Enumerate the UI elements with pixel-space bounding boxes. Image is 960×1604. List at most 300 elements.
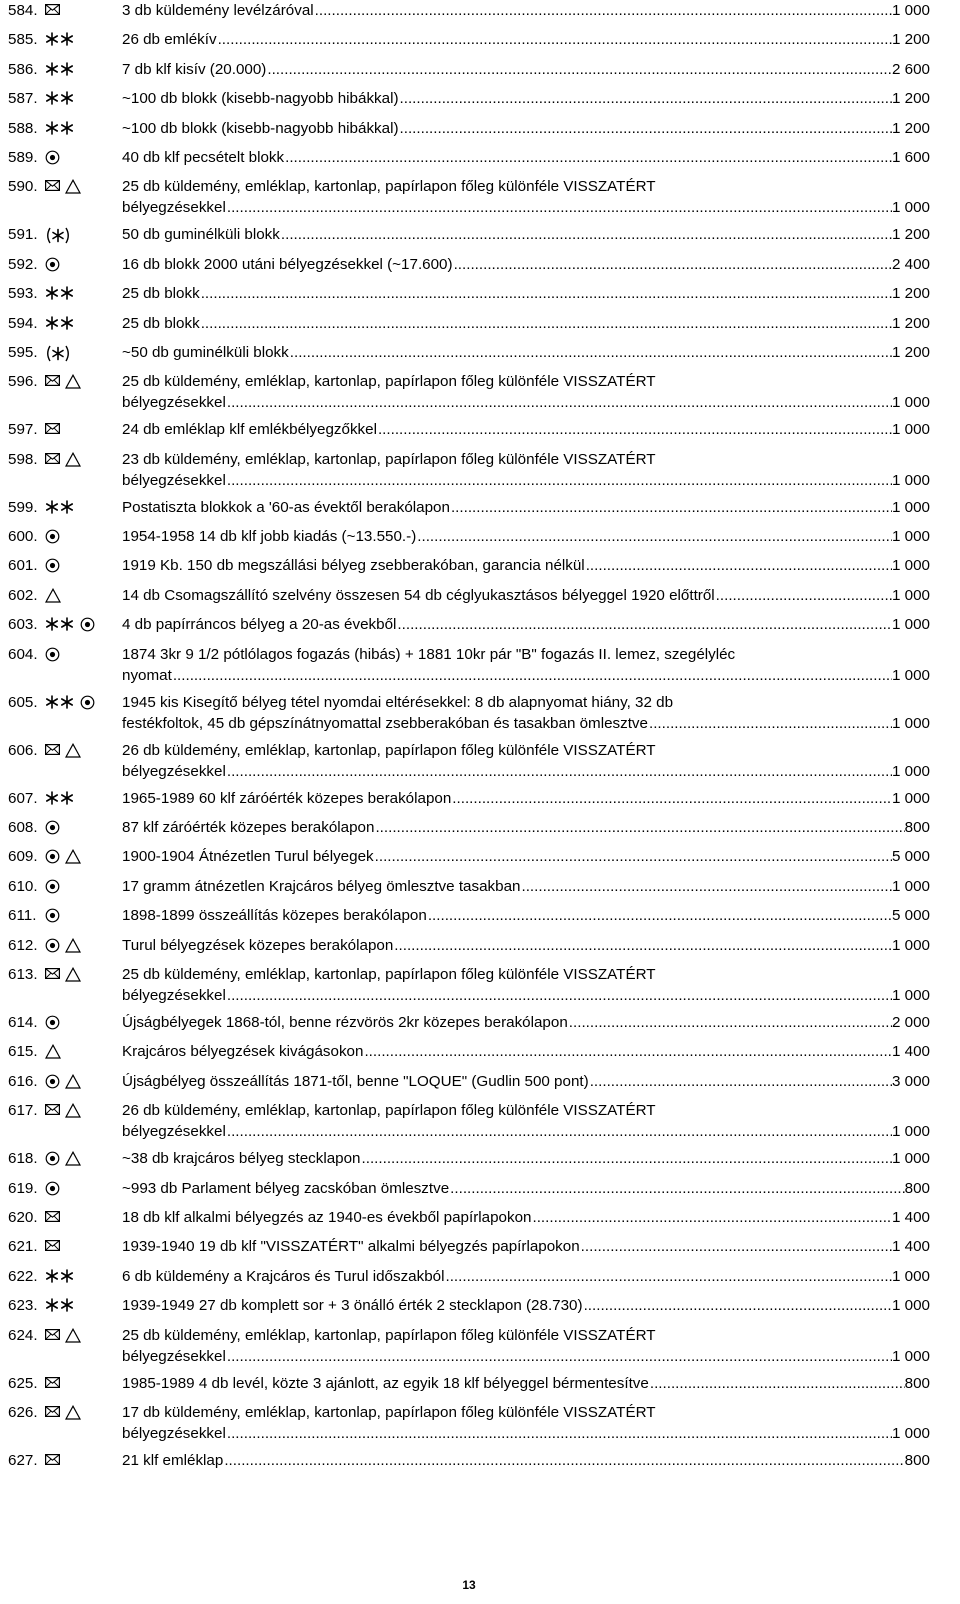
lot-row bbox=[8, 1071, 960, 1092]
dot-leader bbox=[227, 985, 892, 1006]
lot-number: 598. bbox=[8, 450, 38, 468]
lot-price: 1 000 bbox=[891, 1150, 930, 1168]
double-star-icon bbox=[45, 121, 75, 135]
lot-condition-icons bbox=[45, 846, 122, 867]
dot-leader bbox=[397, 614, 892, 635]
lot-condition-icons bbox=[45, 1295, 122, 1316]
lot-description bbox=[122, 1450, 930, 1471]
lot-description-line: Turul bélyegzések közepes berakólapon bbox=[122, 936, 394, 954]
triangle-icon bbox=[65, 179, 81, 194]
triangle-icon bbox=[65, 1405, 81, 1420]
lot-number: 608. bbox=[8, 819, 38, 837]
postmark-icon bbox=[45, 820, 60, 835]
lot-number: 625. bbox=[8, 1374, 38, 1392]
dot-leader bbox=[227, 1346, 892, 1367]
lot-row bbox=[8, 1178, 960, 1199]
lot-condition-icons bbox=[45, 59, 122, 80]
lot-row bbox=[8, 0, 960, 21]
lot-condition-icons bbox=[45, 788, 122, 809]
lot-description-line: 23 db küldemény, emléklap, kartonlap, papírlapon főleg különféle VISSZATÉRT bbox=[122, 450, 656, 468]
triangle-icon bbox=[65, 967, 81, 982]
lot-condition-icons bbox=[45, 118, 122, 139]
lot-description bbox=[122, 1373, 930, 1394]
lot-row bbox=[8, 147, 960, 168]
lot-number: 627. bbox=[8, 1451, 38, 1469]
lot-price: 1 000 bbox=[891, 2, 930, 19]
dot-leader bbox=[227, 470, 892, 491]
lot-price: 1 000 bbox=[891, 498, 930, 516]
lot-price: 1 000 bbox=[891, 1123, 930, 1141]
double-star-icon bbox=[45, 1269, 75, 1283]
dot-leader bbox=[417, 526, 892, 547]
dot-leader bbox=[375, 817, 904, 838]
dot-leader bbox=[590, 1071, 892, 1092]
lot-number: 596. bbox=[8, 373, 38, 391]
triangle-icon bbox=[65, 452, 81, 467]
dot-leader bbox=[285, 147, 892, 168]
lot-description-line: ~993 db Parlament bélyeg zacskóban ömlesztve bbox=[122, 1179, 450, 1197]
lot-description-line: bélyegzésekkel bbox=[122, 1123, 226, 1141]
envelope-icon bbox=[45, 1328, 60, 1341]
lot-description-line: ~100 db blokk (kisebb-nagyobb hibákkal) bbox=[122, 90, 399, 108]
lot-description bbox=[122, 0, 930, 21]
lot-condition-icons bbox=[45, 585, 122, 606]
lot-row bbox=[8, 1402, 960, 1444]
postmark-icon bbox=[45, 938, 60, 953]
lot-price: 1 400 bbox=[891, 1208, 930, 1226]
triangle-icon bbox=[65, 1151, 81, 1166]
lot-number: 622. bbox=[8, 1267, 38, 1285]
lot-description-line: 1900-1904 Átnézetlen Turul bélyegek bbox=[122, 848, 374, 866]
lot-number: 612. bbox=[8, 936, 38, 954]
dot-leader bbox=[224, 1450, 904, 1471]
lot-description bbox=[122, 1402, 930, 1444]
lot-description bbox=[122, 876, 930, 897]
lot-row bbox=[8, 692, 960, 734]
lot-price: 1 000 bbox=[891, 586, 930, 604]
dot-leader bbox=[227, 1423, 892, 1444]
lot-description-line: ~50 db guminélküli blokk bbox=[122, 343, 289, 361]
double-star-icon bbox=[45, 695, 75, 709]
lot-price: 2 600 bbox=[891, 60, 930, 78]
lot-description-line: bélyegzésekkel bbox=[122, 762, 226, 780]
lot-description-line: ~100 db blokk (kisebb-nagyobb hibákkal) bbox=[122, 119, 399, 137]
envelope-icon bbox=[45, 1453, 60, 1466]
lot-description bbox=[122, 176, 930, 218]
lot-description-line: 6 db küldemény a Krajcáros és Turul időszakból bbox=[122, 1267, 445, 1285]
lot-description-line: 1939-1940 19 db klf "VISSZATÉRT" alkalmi bélyegzés papírlapokon bbox=[122, 1238, 580, 1256]
lot-row bbox=[8, 740, 960, 782]
lot-price: 1 000 bbox=[891, 528, 930, 546]
dot-leader bbox=[400, 88, 892, 109]
lot-row bbox=[8, 118, 960, 139]
dot-leader bbox=[290, 342, 892, 363]
lot-price: 1 600 bbox=[891, 148, 930, 166]
lot-row bbox=[8, 254, 960, 275]
double-star-icon bbox=[45, 316, 75, 330]
lot-description-line: 87 klf záróérték közepes berakólapon bbox=[122, 819, 375, 837]
lot-number: 614. bbox=[8, 1013, 38, 1031]
lot-number: 599. bbox=[8, 498, 38, 516]
lot-condition-icons bbox=[45, 1041, 122, 1062]
lot-price: 5 000 bbox=[891, 907, 930, 925]
lot-description-line: 1965-1989 60 klf záróérték közepes berakólapon bbox=[122, 789, 452, 807]
lot-condition-icons bbox=[45, 1373, 122, 1394]
lot-condition-icons bbox=[45, 526, 122, 547]
lot-description-line: Krajcáros bélyegzések kivágásokon bbox=[122, 1043, 364, 1061]
lot-description-line: 25 db blokk bbox=[122, 314, 200, 332]
postmark-icon bbox=[45, 908, 60, 923]
lot-number: 595. bbox=[8, 343, 38, 361]
lot-row bbox=[8, 497, 960, 518]
double-star-icon bbox=[45, 62, 75, 76]
lot-description bbox=[122, 1266, 930, 1287]
lot-row bbox=[8, 585, 960, 606]
lot-price: 1 000 bbox=[891, 1347, 930, 1365]
lot-number: 603. bbox=[8, 616, 38, 634]
lot-number: 585. bbox=[8, 31, 38, 49]
dot-leader bbox=[281, 224, 892, 245]
lot-row bbox=[8, 905, 960, 926]
lot-description-line: 1954-1958 14 db klf jobb kiadás (~13.550.-) bbox=[122, 528, 417, 546]
lot-row bbox=[8, 555, 960, 576]
lot-number: 618. bbox=[8, 1150, 38, 1168]
lot-description-line: 21 klf emléklap bbox=[122, 1451, 224, 1469]
envelope-icon bbox=[45, 967, 60, 980]
lot-row bbox=[8, 1325, 960, 1367]
envelope-icon bbox=[45, 1210, 60, 1223]
lot-row bbox=[8, 342, 960, 363]
lot-description bbox=[122, 118, 930, 139]
lot-condition-icons bbox=[45, 283, 122, 304]
lot-description bbox=[122, 1207, 930, 1228]
lot-row bbox=[8, 283, 960, 304]
lot-description-line: Postatiszta blokkok a '60-as évektől berakólapon bbox=[122, 498, 450, 516]
triangle-icon bbox=[45, 1044, 61, 1059]
lot-number: 588. bbox=[8, 119, 38, 137]
lot-number: 609. bbox=[8, 848, 38, 866]
lot-condition-icons bbox=[45, 1236, 122, 1257]
lot-description-line: 26 db küldemény, emléklap, kartonlap, papírlapon főleg különféle VISSZATÉRT bbox=[122, 1102, 656, 1120]
lot-description bbox=[122, 147, 930, 168]
dot-leader bbox=[649, 713, 892, 734]
dot-leader bbox=[428, 905, 892, 926]
lot-row bbox=[8, 935, 960, 956]
lot-condition-icons bbox=[45, 1148, 122, 1169]
lot-description bbox=[122, 371, 930, 413]
lot-row bbox=[8, 1450, 960, 1471]
lot-condition-icons bbox=[45, 1325, 122, 1367]
lot-description-line: 1874 3kr 9 1/2 pótlólagos fogazás (hibás) + 1881 10kr pár "B" fogazás II. lemez, szegélyléc bbox=[122, 645, 736, 663]
lot-row bbox=[8, 313, 960, 334]
lot-condition-icons bbox=[45, 876, 122, 897]
lot-row bbox=[8, 614, 960, 635]
lot-number: 624. bbox=[8, 1326, 38, 1344]
lot-condition-icons bbox=[45, 964, 122, 1006]
lot-description-line: 26 db küldemény, emléklap, kartonlap, papírlapon főleg különféle VISSZATÉRT bbox=[122, 741, 656, 759]
lot-condition-icons bbox=[45, 254, 122, 275]
lot-description bbox=[122, 817, 930, 838]
lot-number: 593. bbox=[8, 285, 38, 303]
lot-condition-icons bbox=[45, 342, 122, 363]
envelope-icon bbox=[45, 1376, 60, 1389]
lot-number: 604. bbox=[8, 645, 38, 663]
dot-leader bbox=[394, 935, 892, 956]
lot-row bbox=[8, 1373, 960, 1394]
lot-description bbox=[122, 555, 930, 576]
lot-price: 1 000 bbox=[891, 394, 930, 412]
lot-price: 1 000 bbox=[891, 557, 930, 575]
lot-row bbox=[8, 1012, 960, 1033]
dot-leader bbox=[227, 392, 892, 413]
envelope-icon bbox=[45, 3, 60, 16]
lot-description bbox=[122, 1100, 930, 1142]
lot-price: 800 bbox=[904, 1451, 930, 1469]
lot-number: 597. bbox=[8, 421, 38, 439]
dot-leader bbox=[267, 59, 892, 80]
triangle-icon bbox=[45, 588, 61, 603]
lot-row bbox=[8, 644, 960, 686]
lot-price: 1 000 bbox=[891, 714, 930, 732]
triangle-icon bbox=[65, 743, 81, 758]
lot-price: 1 200 bbox=[891, 285, 930, 303]
postmark-icon bbox=[45, 879, 60, 894]
lot-description bbox=[122, 1178, 930, 1199]
lot-description-line: 17 db küldemény, emléklap, kartonlap, papírlapon főleg különféle VISSZATÉRT bbox=[122, 1403, 656, 1421]
dot-leader bbox=[173, 665, 892, 686]
dot-leader bbox=[378, 419, 892, 440]
lot-description-line: 4 db papírráncos bélyeg a 20-as évekből bbox=[122, 616, 397, 634]
lot-description-line: bélyegzésekkel bbox=[122, 471, 226, 489]
postmark-icon bbox=[80, 695, 95, 710]
lot-description-line: ~38 db krajcáros bélyeg stecklapon bbox=[122, 1150, 361, 1168]
postmark-icon bbox=[45, 1181, 60, 1196]
postmark-icon bbox=[45, 647, 60, 662]
lot-row bbox=[8, 1041, 960, 1062]
lot-number: 616. bbox=[8, 1072, 38, 1090]
lot-row bbox=[8, 846, 960, 867]
lot-description-line: 14 db Csomagszállító szelvény összesen 54 db céglyukasztásos bélyeggel 1920 előttről bbox=[122, 586, 715, 604]
lot-number: 621. bbox=[8, 1238, 38, 1256]
lot-condition-icons bbox=[45, 644, 122, 686]
lot-description-line: Újságbélyeg összeállítás 1871-től, benne "LOQUE" (Gudlin 500 pont) bbox=[122, 1072, 589, 1090]
lot-row bbox=[8, 449, 960, 491]
postmark-icon bbox=[45, 1074, 60, 1089]
lot-description-line: festékfoltok, 45 db gépszínátnyomattal zsebberakóban és tasakban ömlesztve bbox=[122, 714, 648, 732]
lot-price: 1 000 bbox=[891, 616, 930, 634]
dot-leader bbox=[452, 788, 892, 809]
lot-price: 1 000 bbox=[891, 1297, 930, 1315]
envelope-icon bbox=[45, 1239, 60, 1252]
lot-number: 619. bbox=[8, 1179, 38, 1197]
lot-description-line: nyomat bbox=[122, 666, 172, 684]
triangle-icon bbox=[65, 374, 81, 389]
dot-leader bbox=[362, 1148, 892, 1169]
lot-description bbox=[122, 1325, 930, 1367]
lot-condition-icons bbox=[45, 419, 122, 440]
envelope-icon bbox=[45, 374, 60, 387]
dot-leader bbox=[584, 1295, 892, 1316]
envelope-icon bbox=[45, 1405, 60, 1418]
dot-leader bbox=[451, 497, 892, 518]
lot-price: 1 200 bbox=[891, 314, 930, 332]
dot-leader bbox=[569, 1012, 892, 1033]
lot-description-line: 3 db küldemény levélzáróval bbox=[122, 2, 314, 19]
dot-leader bbox=[227, 197, 892, 218]
lot-row bbox=[8, 1100, 960, 1142]
lot-description bbox=[122, 526, 930, 547]
double-star-icon bbox=[45, 617, 75, 631]
dot-leader bbox=[227, 1121, 892, 1142]
lot-row bbox=[8, 1207, 960, 1228]
lot-condition-icons bbox=[45, 905, 122, 926]
lot-description bbox=[122, 1295, 930, 1316]
lot-condition-icons bbox=[45, 555, 122, 576]
lot-description-line: 25 db küldemény, emléklap, kartonlap, papírlapon főleg különféle VISSZATÉRT bbox=[122, 373, 656, 391]
lot-description bbox=[122, 1041, 930, 1062]
lot-description-line: 26 db emlékív bbox=[122, 31, 217, 49]
double-star-icon bbox=[45, 1298, 75, 1312]
lot-condition-icons bbox=[45, 1402, 122, 1444]
lot-condition-icons bbox=[45, 88, 122, 109]
lot-description bbox=[122, 313, 930, 334]
lot-number: 626. bbox=[8, 1403, 38, 1421]
dot-leader bbox=[445, 1266, 892, 1287]
lot-number: 589. bbox=[8, 148, 38, 166]
lot-row bbox=[8, 88, 960, 109]
lot-description bbox=[122, 1012, 930, 1033]
page-number: 13 bbox=[462, 1578, 476, 1592]
lot-description-line: bélyegzésekkel bbox=[122, 986, 226, 1004]
lot-condition-icons bbox=[45, 1450, 122, 1471]
postmark-icon bbox=[45, 849, 60, 864]
dot-leader bbox=[364, 1041, 892, 1062]
lot-price: 800 bbox=[904, 819, 930, 837]
dot-leader bbox=[375, 846, 892, 867]
lot-condition-icons bbox=[45, 1207, 122, 1228]
dot-leader bbox=[201, 283, 892, 304]
lot-number: 623. bbox=[8, 1297, 38, 1315]
lot-condition-icons bbox=[45, 614, 122, 635]
lot-row bbox=[8, 371, 960, 413]
lot-description-line: 1898-1899 összeállítás közepes berakólapon bbox=[122, 907, 427, 925]
lot-description-line: bélyegzésekkel bbox=[122, 1424, 226, 1442]
lot-number: 617. bbox=[8, 1102, 38, 1120]
lot-number: 613. bbox=[8, 965, 38, 983]
postmark-icon bbox=[45, 1015, 60, 1030]
double-star-icon bbox=[45, 91, 75, 105]
lot-price: 1 000 bbox=[891, 789, 930, 807]
lot-description bbox=[122, 644, 930, 686]
lot-condition-icons bbox=[45, 0, 122, 21]
lot-description-line: bélyegzésekkel bbox=[122, 199, 226, 217]
lot-condition-icons bbox=[45, 692, 122, 734]
lot-price: 2 400 bbox=[891, 255, 930, 273]
lot-price: 1 000 bbox=[891, 762, 930, 780]
lot-row bbox=[8, 876, 960, 897]
lot-number: 620. bbox=[8, 1208, 38, 1226]
lot-row bbox=[8, 817, 960, 838]
lot-number: 601. bbox=[8, 557, 38, 575]
triangle-icon bbox=[65, 1103, 81, 1118]
triangle-icon bbox=[65, 1328, 81, 1343]
lot-price: 1 000 bbox=[891, 877, 930, 895]
lot-price: 1 000 bbox=[891, 936, 930, 954]
lot-price: 1 000 bbox=[891, 421, 930, 439]
lot-description-line: bélyegzésekkel bbox=[122, 1347, 226, 1365]
lot-row bbox=[8, 419, 960, 440]
lot-description bbox=[122, 497, 930, 518]
lot-number: 615. bbox=[8, 1043, 38, 1061]
lot-description bbox=[122, 846, 930, 867]
envelope-icon bbox=[45, 452, 60, 465]
auction-lot-list bbox=[8, 0, 960, 1479]
lot-number: 590. bbox=[8, 178, 38, 196]
lot-description bbox=[122, 585, 930, 606]
lot-price: 2 000 bbox=[891, 1013, 930, 1031]
lot-description-line: bélyegzésekkel bbox=[122, 394, 226, 412]
lot-number: 606. bbox=[8, 741, 38, 759]
lot-number: 591. bbox=[8, 226, 38, 244]
paren-star-icon bbox=[45, 345, 71, 362]
lot-price: 1 400 bbox=[891, 1238, 930, 1256]
lot-description-line: Újságbélyegek 1868-tól, benne rézvörös 2kr közepes berakólapon bbox=[122, 1013, 568, 1031]
lot-description-line: 1945 kis Kisegítő bélyeg tétel nyomdai eltérésekkel: 8 db alapnyomat hiány, 32 db bbox=[122, 693, 674, 711]
lot-number: 592. bbox=[8, 255, 38, 273]
lot-description bbox=[122, 342, 930, 363]
lot-number: 607. bbox=[8, 789, 38, 807]
lot-description bbox=[122, 283, 930, 304]
lot-description-line: 50 db guminélküli blokk bbox=[122, 226, 280, 244]
lot-row bbox=[8, 59, 960, 80]
lot-row bbox=[8, 176, 960, 218]
lot-price: 800 bbox=[904, 1179, 930, 1197]
dot-leader bbox=[532, 1207, 892, 1228]
dot-leader bbox=[521, 876, 892, 897]
lot-row bbox=[8, 29, 960, 50]
lot-description bbox=[122, 1236, 930, 1257]
lot-number: 586. bbox=[8, 60, 38, 78]
dot-leader bbox=[650, 1373, 905, 1394]
lot-row bbox=[8, 526, 960, 547]
lot-description-line: 7 db klf kisív (20.000) bbox=[122, 60, 267, 78]
lot-description-line: 25 db küldemény, emléklap, kartonlap, papírlapon főleg különféle VISSZATÉRT bbox=[122, 1326, 656, 1344]
postmark-icon bbox=[45, 1151, 60, 1166]
lot-price: 1 000 bbox=[891, 666, 930, 684]
lot-description-line: 1939-1949 27 db komplett sor + 3 önálló érték 2 stecklapon (28.730) bbox=[122, 1297, 583, 1315]
dot-leader bbox=[450, 1178, 905, 1199]
envelope-icon bbox=[45, 1103, 60, 1116]
lot-price: 1 000 bbox=[891, 471, 930, 489]
lot-condition-icons bbox=[45, 371, 122, 413]
dot-leader bbox=[315, 0, 892, 21]
lot-row bbox=[8, 788, 960, 809]
lot-description-line: 25 db küldemény, emléklap, kartonlap, papírlapon főleg különféle VISSZATÉRT bbox=[122, 178, 656, 196]
lot-description bbox=[122, 29, 930, 50]
lot-description bbox=[122, 614, 930, 635]
double-star-icon bbox=[45, 500, 75, 514]
lot-description bbox=[122, 254, 930, 275]
envelope-icon bbox=[45, 422, 60, 435]
lot-condition-icons bbox=[45, 1266, 122, 1287]
lot-description-line: 16 db blokk 2000 utáni bélyegzésekkel (~17.600) bbox=[122, 255, 453, 273]
dot-leader bbox=[227, 761, 892, 782]
double-star-icon bbox=[45, 791, 75, 805]
double-star-icon bbox=[45, 286, 75, 300]
lot-description bbox=[122, 1071, 930, 1092]
lot-price: 1 000 bbox=[891, 199, 930, 217]
lot-description-line: 24 db emléklap klf emlékbélyegzőkkel bbox=[122, 421, 377, 439]
